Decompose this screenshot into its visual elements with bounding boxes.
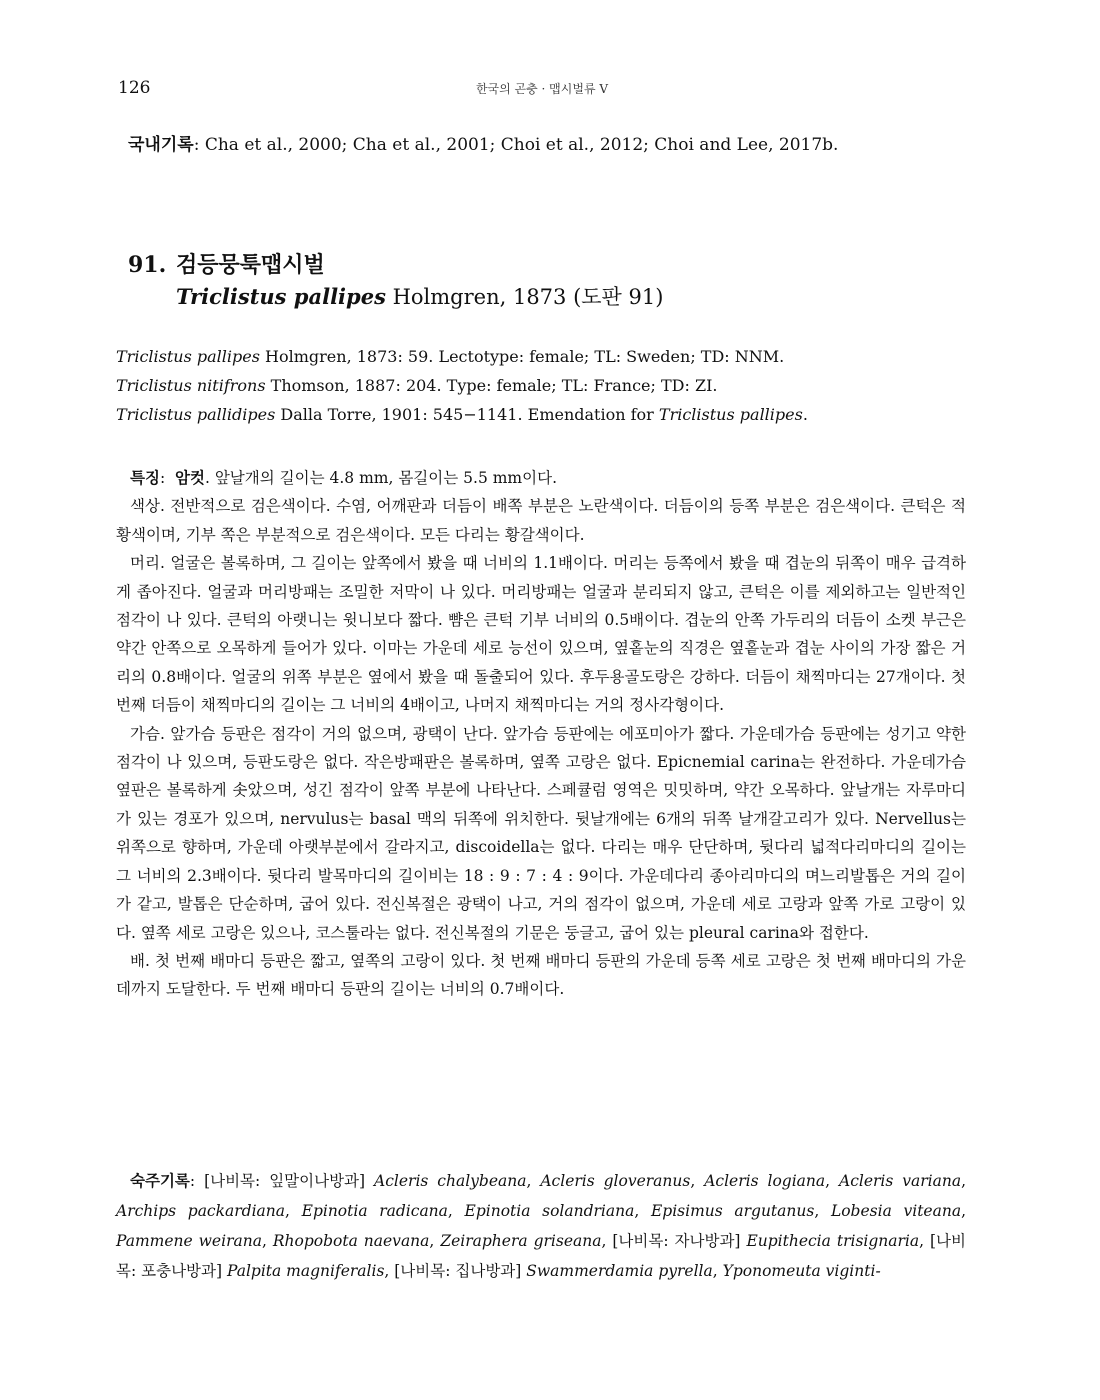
host-species-name: Episimus argutanus <box>650 1202 815 1220</box>
features-intro: . 앞날개의 길이는 4.8 mm, 몸길이는 5.5 mm이다. <box>204 469 557 487</box>
host-record-separator: , <box>447 1202 465 1220</box>
species-korean-name: 검등뭉툭맵시벌 <box>176 252 325 278</box>
features-sex: 암컷 <box>175 468 205 487</box>
host-species-name: Zeiraphera griseana <box>440 1232 602 1250</box>
features-paragraph: 특징: 암컷. 앞날개의 길이는 4.8 mm, 몸길이는 5.5 mm이다. <box>130 468 557 487</box>
synonym-entry <box>116 400 976 429</box>
host-record-separator: , <box>634 1202 651 1220</box>
host-record-separator: , [나비목: 자나방과] <box>601 1232 747 1250</box>
species-scientific-name: Triclistus pallipes <box>176 284 386 309</box>
running-head <box>118 78 966 102</box>
abdomen-paragraph: 배. 첫 번째 배마디 등판은 짧고, 옆쪽의 고랑이 있다. 첫 번째 배마디 등판의 가운데 등쪽 세로 고랑은 첫 번째 배마디의 가운데까지 도달한다. 두 번째 배마디 등판의 길이는 너비의 0.7배이다. <box>116 951 966 999</box>
species-scientific-line <box>176 280 968 314</box>
host-species-name: Acleris variana <box>839 1172 962 1190</box>
description-body <box>116 464 966 1004</box>
host-record-separator: , <box>961 1172 967 1190</box>
synonym-text: Holmgren, 1873: 59. Lectotype: female; TL: Sweden; TD: NNM. <box>259 347 785 366</box>
host-record-separator: , <box>526 1172 541 1190</box>
host-species-name: Acleris chalybeana <box>374 1172 527 1190</box>
host-record-text <box>116 1172 966 1280</box>
host-record-separator: , <box>429 1232 441 1250</box>
domestic-record <box>128 133 968 157</box>
host-record-separator: , <box>261 1232 273 1250</box>
host-species-name: Yponomeuta viginti- <box>722 1262 881 1280</box>
synonym-entry <box>116 342 976 371</box>
synonym-name: Triclistus nitifrons <box>116 376 266 395</box>
synonym-text: Thomson, 1887: 204. Type: female; TL: France; TD: ZI. <box>265 376 718 395</box>
domestic-record-label: 국내기록 <box>128 135 194 155</box>
page-number: 126 <box>118 78 151 98</box>
host-record-separator: , <box>961 1202 966 1220</box>
host-record-separator: , <box>825 1172 839 1190</box>
host-species-name: Rhopobota naevana <box>272 1232 430 1250</box>
host-species-name: Swammerdamia pyrella <box>526 1262 713 1280</box>
thorax-paragraph: 가슴. 앞가슴 등판은 점각이 거의 없으며, 광택이 난다. 앞가슴 등판에는 에포미아가 짧다. 가운데가슴 등판에는 성기고 약한 점각이 나 있으며, 등판도랑은 없다. 작은방패판은 볼록하며, 옆쪽 고랑은 없다. Epicnemial carina는 완전하다. 가운데가슴 옆판은 볼록하게 솟았으며, 성긴 점각이 앞쪽 부분에 나타난다. 스페큘럼 영역은 밋밋하며, 약간 오목하다. 앞날개는 자루마디가 있는 경포가 있으며, nervulus는 basal 맥의 뒤쪽에 위치한다. 뒷날개에는 6개의 뒤쪽 날개갈고리가 있다. Nervellus는 위쪽으로 향하며, 가운데 아랫부분에서 갈라지고, discoidella는 없다. 다리는 매우 단단하며, 뒷다리 넓적다리마디의 길이는 그 너비의 2.3배이다. 뒷다리 발목마디의 길이비는 18 : 9 : 7 : 4 : 9이다. 가운데다리 종아리마디의 며느리발톱은 거의 길이가 같고, 발톱은 단순하며, 굽어 있다. 전신복절은 광택이 나고, 거의 점각이 없으며, 가운데 세로 고랑과 앞쪽 가로 고랑이 있다. 옆쪽 세로 고랑은 있으나, 코스툴라는 없다. 전신복절의 기문은 둥글고, 굽어 있는 pleural carina와 접한다. <box>116 724 966 942</box>
host-species-name: Pammene weirana <box>116 1232 262 1250</box>
synonym-emended-name: Triclistus pallipes <box>658 405 803 424</box>
synonym-entry <box>116 371 976 400</box>
host-record-separator: , <box>712 1262 723 1280</box>
features-label: 특징 <box>130 468 160 487</box>
host-species-name: Archips packardiana <box>116 1202 286 1220</box>
species-plate-ref: (도판 91) <box>566 285 664 309</box>
head-paragraph: 머리. 얼굴은 볼록하며, 그 길이는 앞쪽에서 봤을 때 너비의 1.1배이다. 머리는 등쪽에서 봤을 때 겹눈의 뒤쪽이 매우 급격하게 좁아진다. 얼굴과 머리방패는 조밀한 저막이 나 있다. 머리방패는 얼굴과 분리되지 않고, 큰턱은 이를 제외하고는 일반적인 점각이 나 있다. 큰턱의 아랫니는 윗니보다 짧다. 뺨은 큰턱 기부 너비의 0.5배이다. 겹눈의 안쪽 가두리의 더듬이 소켓 부근은 약간 안쪽으로 오목하게 들어가 있다. 이마는 가운데 세로 능선이 있으며, 옆홑눈의 직경은 옆홑눈과 겹눈 사이의 가장 짧은 거리의 0.8배이다. 얼굴의 위쪽 부분은 옆에서 봤을 때 돌출되어 있다. 후두용골도랑은 강하다. 더듬이 채찍마디는 27개이다. 첫 번째 더듬이 채찍마디의 길이는 그 너비의 4배이고, 나머지 채찍마디는 거의 정사각형이다. <box>116 554 966 715</box>
host-record-separator: , [나비목: 포충나방과] <box>116 1232 966 1280</box>
host-species-name: Epinotia radicana <box>301 1202 448 1220</box>
host-record-separator: , [나비목: 집나방과] <box>384 1262 527 1280</box>
host-species-name: Epinotia solandriana <box>464 1202 635 1220</box>
host-record-label: 숙주기록 <box>130 1171 190 1190</box>
synonym-list <box>116 342 976 429</box>
host-species-name: Eupithecia trisignaria <box>746 1232 920 1250</box>
host-record-separator: , <box>814 1202 831 1220</box>
synonym-text: Dalla Torre, 1901: 545−1141. Emendation for <box>275 405 659 424</box>
host-species-name: Acleris logiana <box>704 1172 826 1190</box>
host-record-separator: , <box>690 1172 705 1190</box>
host-record-separator: : [나비목: 잎말이나방과] <box>189 1172 375 1190</box>
host-species-name: Palpita magniferalis <box>226 1262 385 1280</box>
species-title-line <box>128 250 968 280</box>
species-number: 91. <box>128 252 167 278</box>
host-record <box>116 1166 966 1286</box>
host-record-paragraph <box>116 1166 966 1286</box>
synonym-name: Triclistus pallidipes <box>116 405 276 424</box>
species-heading <box>128 250 968 314</box>
domestic-record-text: : Cha et al., 2000; Cha et al., 2001; Choi et al., 2012; Choi and Lee, 2017b. <box>193 135 839 155</box>
synonym-end: . <box>802 405 808 424</box>
species-authority: Holmgren, 1873 <box>385 285 567 309</box>
color-paragraph: 색상. 전반적으로 검은색이다. 수염, 어깨판과 더듬이 배쪽 부분은 노란색이다. 더듬이의 등쪽 부분은 검은색이다. 큰턱은 적황색이며, 기부 쪽은 부분적으로 검은색이다. 모든 다리는 황갈색이다. <box>116 497 966 544</box>
host-species-name: Lobesia viteana <box>830 1202 962 1220</box>
host-species-name: Acleris gloveranus <box>540 1172 691 1190</box>
synonym-name: Triclistus pallipes <box>116 347 260 366</box>
host-record-separator: , <box>285 1202 302 1220</box>
running-title: 한국의 곤충 · 맵시벌류 V <box>475 82 609 96</box>
